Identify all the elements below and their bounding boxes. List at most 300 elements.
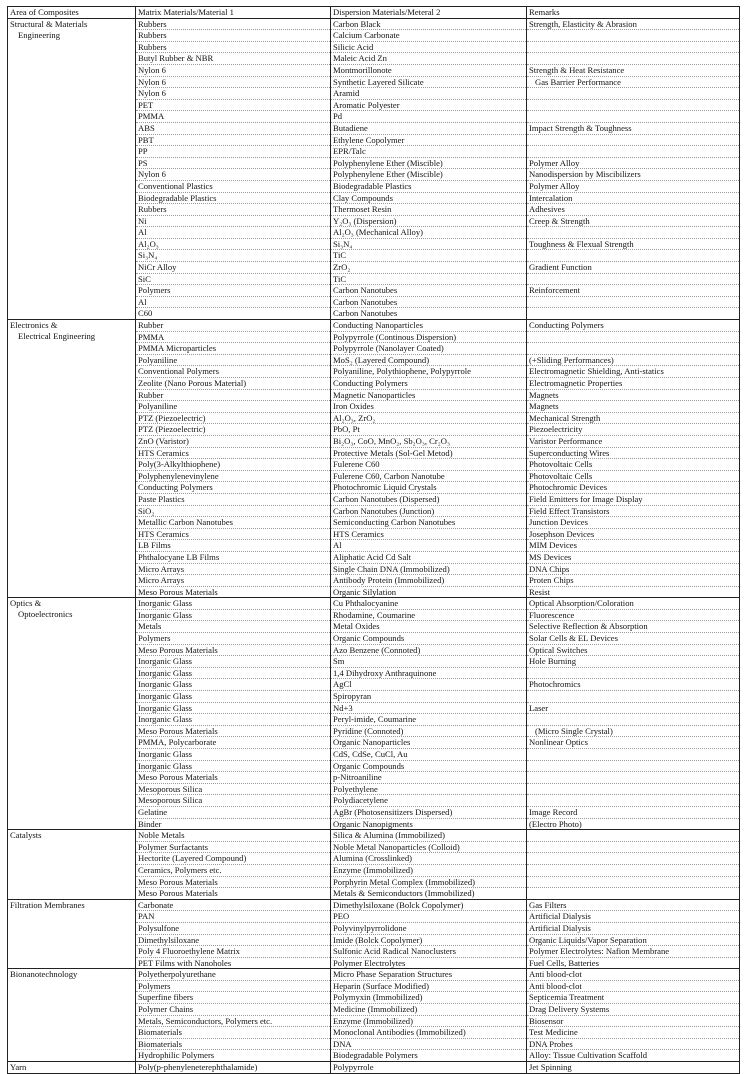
remarks-cell bbox=[527, 714, 740, 726]
area-cell bbox=[8, 412, 136, 424]
matrix-cell: Rubbers bbox=[136, 18, 331, 30]
matrix-cell: Meso Porous Materials bbox=[136, 772, 331, 784]
remarks-cell: Polymer Alloy bbox=[527, 180, 740, 192]
table-row bbox=[8, 853, 740, 865]
dispersion-cell: HTS Ceramics bbox=[331, 528, 527, 540]
remarks-cell bbox=[527, 343, 740, 355]
area-cell: Catalysts bbox=[8, 830, 136, 842]
table-row bbox=[8, 227, 740, 239]
matrix-cell: Paste Plastics bbox=[136, 493, 331, 505]
matrix-cell: Si₃N₄ bbox=[136, 250, 331, 262]
matrix-cell: HTS Ceramics bbox=[136, 528, 331, 540]
dispersion-cell: Pyridine (Connoted) bbox=[331, 725, 527, 737]
dispersion-cell: p-Nitroaniline bbox=[331, 772, 527, 784]
dispersion-cell: Organic Nanoparticles bbox=[331, 737, 527, 749]
table-row bbox=[8, 609, 740, 621]
table-row bbox=[8, 238, 740, 250]
matrix-cell: PMMA, Polycarborate bbox=[136, 737, 331, 749]
dispersion-cell: Organic Compounds bbox=[331, 633, 527, 645]
table-row bbox=[8, 482, 740, 494]
area-cell bbox=[8, 551, 136, 563]
remarks-cell: Hole Burning bbox=[527, 656, 740, 668]
table-row bbox=[8, 528, 740, 540]
area-cell bbox=[8, 53, 136, 65]
area-cell: Yarn bbox=[8, 1062, 136, 1074]
table-row bbox=[8, 899, 740, 911]
dispersion-cell: Alumina (Crosslinked) bbox=[331, 853, 527, 865]
dispersion-cell: Maleic Acid Zn bbox=[331, 53, 527, 65]
remarks-cell: Anti blood-clot bbox=[527, 980, 740, 992]
remarks-cell: (+Sliding Performances) bbox=[527, 354, 740, 366]
remarks-cell: Impact Strength & Toughness bbox=[527, 122, 740, 134]
table-row bbox=[8, 204, 740, 216]
matrix-cell: NiCr Alloy bbox=[136, 262, 331, 274]
area-cell bbox=[8, 296, 136, 308]
area-cell bbox=[8, 702, 136, 714]
dispersion-cell: Carbon Nanotubes (Junction) bbox=[331, 505, 527, 517]
table-row bbox=[8, 911, 740, 923]
dispersion-cell: Sulfonic Acid Radical Nanoclusters bbox=[331, 946, 527, 958]
remarks-cell bbox=[527, 795, 740, 807]
table-header-row bbox=[8, 7, 740, 19]
area-cell bbox=[8, 204, 136, 216]
dispersion-cell: Butadiene bbox=[331, 122, 527, 134]
table-row bbox=[8, 749, 740, 761]
matrix-cell: Rubber bbox=[136, 320, 331, 332]
matrix-cell: C60 bbox=[136, 308, 331, 320]
table-row bbox=[8, 876, 740, 888]
matrix-cell: Nylon 6 bbox=[136, 64, 331, 76]
dispersion-cell: Micro Phase Separation Structures bbox=[331, 969, 527, 981]
matrix-cell: PET bbox=[136, 99, 331, 111]
area-cell bbox=[8, 586, 136, 598]
area-cell: Filtration Membranes bbox=[8, 899, 136, 911]
table-row bbox=[8, 714, 740, 726]
remarks-cell: Resist bbox=[527, 586, 740, 598]
dispersion-cell: Biodegradable Plastics bbox=[331, 180, 527, 192]
dispersion-cell: Nd+3 bbox=[331, 702, 527, 714]
area-cell: Optics & bbox=[8, 598, 136, 610]
matrix-cell: Inorganic Glass bbox=[136, 679, 331, 691]
table-row bbox=[8, 459, 740, 471]
matrix-cell: Nylon 6 bbox=[136, 169, 331, 181]
dispersion-cell: Polypyrrole (Continous Dispersion) bbox=[331, 331, 527, 343]
area-cell bbox=[8, 250, 136, 262]
area-cell bbox=[8, 41, 136, 53]
remarks-cell bbox=[527, 749, 740, 761]
area-cell bbox=[8, 644, 136, 656]
table-row bbox=[8, 41, 740, 53]
dispersion-cell: Heparin (Surface Modified) bbox=[331, 980, 527, 992]
matrix-cell: Mesoporous Silica bbox=[136, 783, 331, 795]
table-row bbox=[8, 146, 740, 158]
dispersion-cell: Al bbox=[331, 540, 527, 552]
table-row bbox=[8, 447, 740, 459]
matrix-cell: Nylon 6 bbox=[136, 76, 331, 88]
area-cell: Optoelectronics bbox=[8, 609, 136, 621]
matrix-cell: Polymers bbox=[136, 980, 331, 992]
remarks-cell bbox=[527, 227, 740, 239]
matrix-cell: Meso Porous Materials bbox=[136, 876, 331, 888]
table-row bbox=[8, 563, 740, 575]
matrix-cell: Zeolite (Nano Porous Material) bbox=[136, 378, 331, 390]
area-cell bbox=[8, 424, 136, 436]
remarks-cell: Image Record bbox=[527, 806, 740, 818]
remarks-cell: Alloy: Tissue Cultivation Scaffold bbox=[527, 1050, 740, 1062]
area-cell bbox=[8, 482, 136, 494]
dispersion-cell: Bi₂O₃, CoO, MnO₂, Sb₂O₃, Cr₂O₃ bbox=[331, 435, 527, 447]
table-row bbox=[8, 134, 740, 146]
dispersion-cell: Fulerene C60 bbox=[331, 459, 527, 471]
area-cell bbox=[8, 389, 136, 401]
remarks-cell: Toughness & Flexual Strength bbox=[527, 238, 740, 250]
matrix-cell: Micro Arrays bbox=[136, 575, 331, 587]
composites-table-page bbox=[7, 6, 739, 1074]
matrix-cell: Carbonate bbox=[136, 899, 331, 911]
area-cell: Engineering bbox=[8, 30, 136, 42]
area-cell bbox=[8, 146, 136, 158]
remarks-cell bbox=[527, 760, 740, 772]
matrix-cell: Polymer Chains bbox=[136, 1004, 331, 1016]
remarks-cell: (Micro Single Crystal) bbox=[527, 725, 740, 737]
remarks-cell bbox=[527, 99, 740, 111]
dispersion-cell: Imide (Bolck Copolymer) bbox=[331, 934, 527, 946]
table-row bbox=[8, 424, 740, 436]
matrix-cell: PET Films with Nanoholes bbox=[136, 957, 331, 969]
dispersion-cell: Polymer Electrolytes bbox=[331, 957, 527, 969]
matrix-cell: PTZ (Piezoelectric) bbox=[136, 412, 331, 424]
table-row bbox=[8, 737, 740, 749]
area-cell bbox=[8, 88, 136, 100]
dispersion-cell: Semiconducting Carbon Nanotubes bbox=[331, 517, 527, 529]
dispersion-cell: Polyvinylpyrrolidone bbox=[331, 922, 527, 934]
matrix-cell: Gelatine bbox=[136, 806, 331, 818]
matrix-cell: Inorganic Glass bbox=[136, 760, 331, 772]
remarks-cell: Nonlinear Optics bbox=[527, 737, 740, 749]
table-row bbox=[8, 633, 740, 645]
area-cell bbox=[8, 841, 136, 853]
dispersion-cell: Polyethylene bbox=[331, 783, 527, 795]
area-cell bbox=[8, 749, 136, 761]
table-row bbox=[8, 262, 740, 274]
table-row bbox=[8, 1050, 740, 1062]
dispersion-cell: EPR/Talc bbox=[331, 146, 527, 158]
table-row bbox=[8, 575, 740, 587]
area-cell bbox=[8, 575, 136, 587]
matrix-cell: Polymer Surfactants bbox=[136, 841, 331, 853]
matrix-cell: Biodegradable Plastics bbox=[136, 192, 331, 204]
area-cell bbox=[8, 354, 136, 366]
area-cell bbox=[8, 957, 136, 969]
area-cell bbox=[8, 528, 136, 540]
dispersion-cell: Polypyrrole bbox=[331, 1062, 527, 1074]
remarks-cell: Electromagnetic Shielding, Anti-statics bbox=[527, 366, 740, 378]
matrix-cell: Meso Porous Materials bbox=[136, 725, 331, 737]
matrix-cell: Polyetherpolyurethane bbox=[136, 969, 331, 981]
table-row bbox=[8, 922, 740, 934]
dispersion-cell: Y₂O₃ (Dispersion) bbox=[331, 215, 527, 227]
area-cell bbox=[8, 1050, 136, 1062]
table-row bbox=[8, 864, 740, 876]
dispersion-cell: Fulerene C60, Carbon Nanotube bbox=[331, 470, 527, 482]
remarks-cell: Varistor Performance bbox=[527, 435, 740, 447]
dispersion-cell: Enzyme (Immobilized) bbox=[331, 864, 527, 876]
area-cell: Electrical Engineering bbox=[8, 331, 136, 343]
area-cell bbox=[8, 911, 136, 923]
table-row bbox=[8, 343, 740, 355]
remarks-cell: Organic Liquids/Vapor Separation bbox=[527, 934, 740, 946]
remarks-cell: Fuel Cells, Batteries bbox=[527, 957, 740, 969]
area-cell bbox=[8, 656, 136, 668]
remarks-cell: Strength, Elasticity & Abrasion bbox=[527, 18, 740, 30]
dispersion-cell: Sm bbox=[331, 656, 527, 668]
table-row bbox=[8, 111, 740, 123]
table-row bbox=[8, 980, 740, 992]
table-row bbox=[8, 412, 740, 424]
remarks-cell bbox=[527, 667, 740, 679]
remarks-cell: Fluorescence bbox=[527, 609, 740, 621]
remarks-cell: MIM Devices bbox=[527, 540, 740, 552]
matrix-cell: Inorganic Glass bbox=[136, 691, 331, 703]
area-cell bbox=[8, 563, 136, 575]
table-row bbox=[8, 389, 740, 401]
table-body bbox=[8, 18, 740, 1073]
table-row bbox=[8, 308, 740, 320]
matrix-cell: Polysulfone bbox=[136, 922, 331, 934]
remarks-cell bbox=[527, 308, 740, 320]
dispersion-cell: Synthetic Layered Silicate bbox=[331, 76, 527, 88]
dispersion-cell: Iron Oxides bbox=[331, 401, 527, 413]
dispersion-cell: ZrO₂ bbox=[331, 262, 527, 274]
remarks-cell: Magnets bbox=[527, 389, 740, 401]
remarks-cell: DNA Probes bbox=[527, 1038, 740, 1050]
remarks-cell: Strength & Heat Resistance bbox=[527, 64, 740, 76]
table-row bbox=[8, 505, 740, 517]
area-cell bbox=[8, 505, 136, 517]
dispersion-cell: Polypyrrole (Nanolayer Coated) bbox=[331, 343, 527, 355]
dispersion-cell: Rhodamine, Coumarine bbox=[331, 609, 527, 621]
dispersion-cell: Conducting Polymers bbox=[331, 378, 527, 390]
dispersion-cell: Montmorillonote bbox=[331, 64, 527, 76]
matrix-cell: PTZ (Piezoelectric) bbox=[136, 424, 331, 436]
table-row bbox=[8, 215, 740, 227]
area-cell bbox=[8, 946, 136, 958]
matrix-cell: LB Films bbox=[136, 540, 331, 552]
table-row bbox=[8, 946, 740, 958]
table-row bbox=[8, 99, 740, 111]
remarks-cell: MS Devices bbox=[527, 551, 740, 563]
matrix-cell: Polyaniline bbox=[136, 401, 331, 413]
remarks-cell: Photochromics bbox=[527, 679, 740, 691]
dispersion-cell: Photochromic Liquid Crystals bbox=[331, 482, 527, 494]
area-cell bbox=[8, 169, 136, 181]
table-row bbox=[8, 841, 740, 853]
remarks-cell: Artificial Dialysis bbox=[527, 911, 740, 923]
matrix-cell: PMMA bbox=[136, 331, 331, 343]
area-cell bbox=[8, 795, 136, 807]
matrix-cell: Polyaniline bbox=[136, 354, 331, 366]
remarks-cell bbox=[527, 841, 740, 853]
dispersion-cell: Organic Compounds bbox=[331, 760, 527, 772]
area-cell bbox=[8, 725, 136, 737]
table-row bbox=[8, 250, 740, 262]
table-row bbox=[8, 1062, 740, 1074]
header-dispersion: Dispersion Materials/Meteral 2 bbox=[331, 7, 527, 19]
dispersion-cell: TiC bbox=[331, 273, 527, 285]
dispersion-cell: 1,4 Dihydroxy Anthraquinone bbox=[331, 667, 527, 679]
dispersion-cell: Organic Silylation bbox=[331, 586, 527, 598]
remarks-cell: Josephson Devices bbox=[527, 528, 740, 540]
matrix-cell: Poly 4 Fluoroethylene Matrix bbox=[136, 946, 331, 958]
dispersion-cell: Enzyme (Immobilized) bbox=[331, 1015, 527, 1027]
area-cell bbox=[8, 122, 136, 134]
table-row bbox=[8, 122, 740, 134]
remarks-cell bbox=[527, 783, 740, 795]
dispersion-cell: Carbon Black bbox=[331, 18, 527, 30]
area-cell bbox=[8, 864, 136, 876]
remarks-cell: Polymer Electrolytes: Nafion Membrane bbox=[527, 946, 740, 958]
area-cell bbox=[8, 64, 136, 76]
dispersion-cell: Calcium Carbonate bbox=[331, 30, 527, 42]
area-cell bbox=[8, 111, 136, 123]
matrix-cell: Metals bbox=[136, 621, 331, 633]
remarks-cell bbox=[527, 691, 740, 703]
area-cell bbox=[8, 853, 136, 865]
remarks-cell bbox=[527, 111, 740, 123]
area-cell bbox=[8, 273, 136, 285]
matrix-cell: SiO₂ bbox=[136, 505, 331, 517]
remarks-cell: Proten Chips bbox=[527, 575, 740, 587]
remarks-cell: Mechanical Strength bbox=[527, 412, 740, 424]
dispersion-cell: MoS₂ (Layered Compound) bbox=[331, 354, 527, 366]
matrix-cell: PP bbox=[136, 146, 331, 158]
dispersion-cell: Polyphenylene Ether (Miscible) bbox=[331, 169, 527, 181]
table-row bbox=[8, 679, 740, 691]
matrix-cell: PBT bbox=[136, 134, 331, 146]
dispersion-cell: Carbon Nanotubes bbox=[331, 285, 527, 297]
area-cell bbox=[8, 134, 136, 146]
area-cell bbox=[8, 806, 136, 818]
table-row bbox=[8, 1027, 740, 1039]
dispersion-cell: PEO bbox=[331, 911, 527, 923]
matrix-cell: Inorganic Glass bbox=[136, 656, 331, 668]
matrix-cell: Al bbox=[136, 296, 331, 308]
table-row bbox=[8, 934, 740, 946]
table-row bbox=[8, 586, 740, 598]
area-cell bbox=[8, 714, 136, 726]
area-cell bbox=[8, 783, 136, 795]
remarks-cell bbox=[527, 888, 740, 900]
header-remarks: Remarks bbox=[527, 7, 740, 19]
area-cell bbox=[8, 285, 136, 297]
remarks-cell: Field Emitters for Image Display bbox=[527, 493, 740, 505]
table-row bbox=[8, 621, 740, 633]
dispersion-cell: Aliphatic Acid Cd Salt bbox=[331, 551, 527, 563]
composites-table bbox=[7, 6, 740, 1074]
table-row bbox=[8, 320, 740, 332]
remarks-cell: Intercalation bbox=[527, 192, 740, 204]
remarks-cell: Photovoltaic Cells bbox=[527, 470, 740, 482]
table-row bbox=[8, 285, 740, 297]
dispersion-cell: Peryl-imide, Coumarine bbox=[331, 714, 527, 726]
table-row bbox=[8, 366, 740, 378]
remarks-cell: Test Medicine bbox=[527, 1027, 740, 1039]
area-cell bbox=[8, 517, 136, 529]
table-row bbox=[8, 435, 740, 447]
matrix-cell: Hectorite (Layered Compound) bbox=[136, 853, 331, 865]
remarks-cell: Photochromic Devices bbox=[527, 482, 740, 494]
area-cell bbox=[8, 447, 136, 459]
matrix-cell: PMMA bbox=[136, 111, 331, 123]
area-cell bbox=[8, 633, 136, 645]
area-cell bbox=[8, 691, 136, 703]
matrix-cell: Meso Porous Materials bbox=[136, 586, 331, 598]
matrix-cell: Rubbers bbox=[136, 41, 331, 53]
table-row bbox=[8, 957, 740, 969]
remarks-cell bbox=[527, 250, 740, 262]
dispersion-cell: Medicine (Immobilized) bbox=[331, 1004, 527, 1016]
dispersion-cell: Carbon Nanotubes bbox=[331, 308, 527, 320]
dispersion-cell: Ethylene Copolymer bbox=[331, 134, 527, 146]
remarks-cell: Jet Spinning bbox=[527, 1062, 740, 1074]
table-row bbox=[8, 273, 740, 285]
matrix-cell: Ni bbox=[136, 215, 331, 227]
table-row bbox=[8, 969, 740, 981]
remarks-cell: Nanodispersion by Miscibilizers bbox=[527, 169, 740, 181]
table-row bbox=[8, 354, 740, 366]
remarks-cell bbox=[527, 331, 740, 343]
remarks-cell bbox=[527, 853, 740, 865]
dispersion-cell: Clay Compounds bbox=[331, 192, 527, 204]
remarks-cell: Optical Switches bbox=[527, 644, 740, 656]
area-cell bbox=[8, 401, 136, 413]
dispersion-cell: Al₂O₃ (Mechanical Alloy) bbox=[331, 227, 527, 239]
header-matrix: Matrix Materials/Material 1 bbox=[136, 7, 331, 19]
area-cell bbox=[8, 435, 136, 447]
area-cell bbox=[8, 366, 136, 378]
matrix-cell: Butyl Rubber & NBR bbox=[136, 53, 331, 65]
matrix-cell: Inorganic Glass bbox=[136, 667, 331, 679]
dispersion-cell: Organic Nanopigments bbox=[331, 818, 527, 830]
remarks-cell bbox=[527, 296, 740, 308]
area-cell bbox=[8, 679, 136, 691]
area-cell bbox=[8, 215, 136, 227]
table-row bbox=[8, 540, 740, 552]
matrix-cell: HTS Ceramics bbox=[136, 447, 331, 459]
table-row bbox=[8, 702, 740, 714]
table-row bbox=[8, 725, 740, 737]
remarks-cell: Photovoltaic Cells bbox=[527, 459, 740, 471]
remarks-cell: Septicemia Treatment bbox=[527, 992, 740, 1004]
matrix-cell: Al bbox=[136, 227, 331, 239]
table-row bbox=[8, 598, 740, 610]
table-row bbox=[8, 470, 740, 482]
table-row bbox=[8, 1004, 740, 1016]
matrix-cell: Inorganic Glass bbox=[136, 702, 331, 714]
matrix-cell: Inorganic Glass bbox=[136, 714, 331, 726]
remarks-cell: Gas Filters bbox=[527, 899, 740, 911]
dispersion-cell: Al₂O₃, ZrO₂ bbox=[331, 412, 527, 424]
area-cell bbox=[8, 922, 136, 934]
remarks-cell bbox=[527, 864, 740, 876]
matrix-cell: ABS bbox=[136, 122, 331, 134]
table-row bbox=[8, 691, 740, 703]
area-cell bbox=[8, 227, 136, 239]
area-cell bbox=[8, 1004, 136, 1016]
table-row bbox=[8, 656, 740, 668]
dispersion-cell: Pd bbox=[331, 111, 527, 123]
remarks-cell: Reinforcement bbox=[527, 285, 740, 297]
